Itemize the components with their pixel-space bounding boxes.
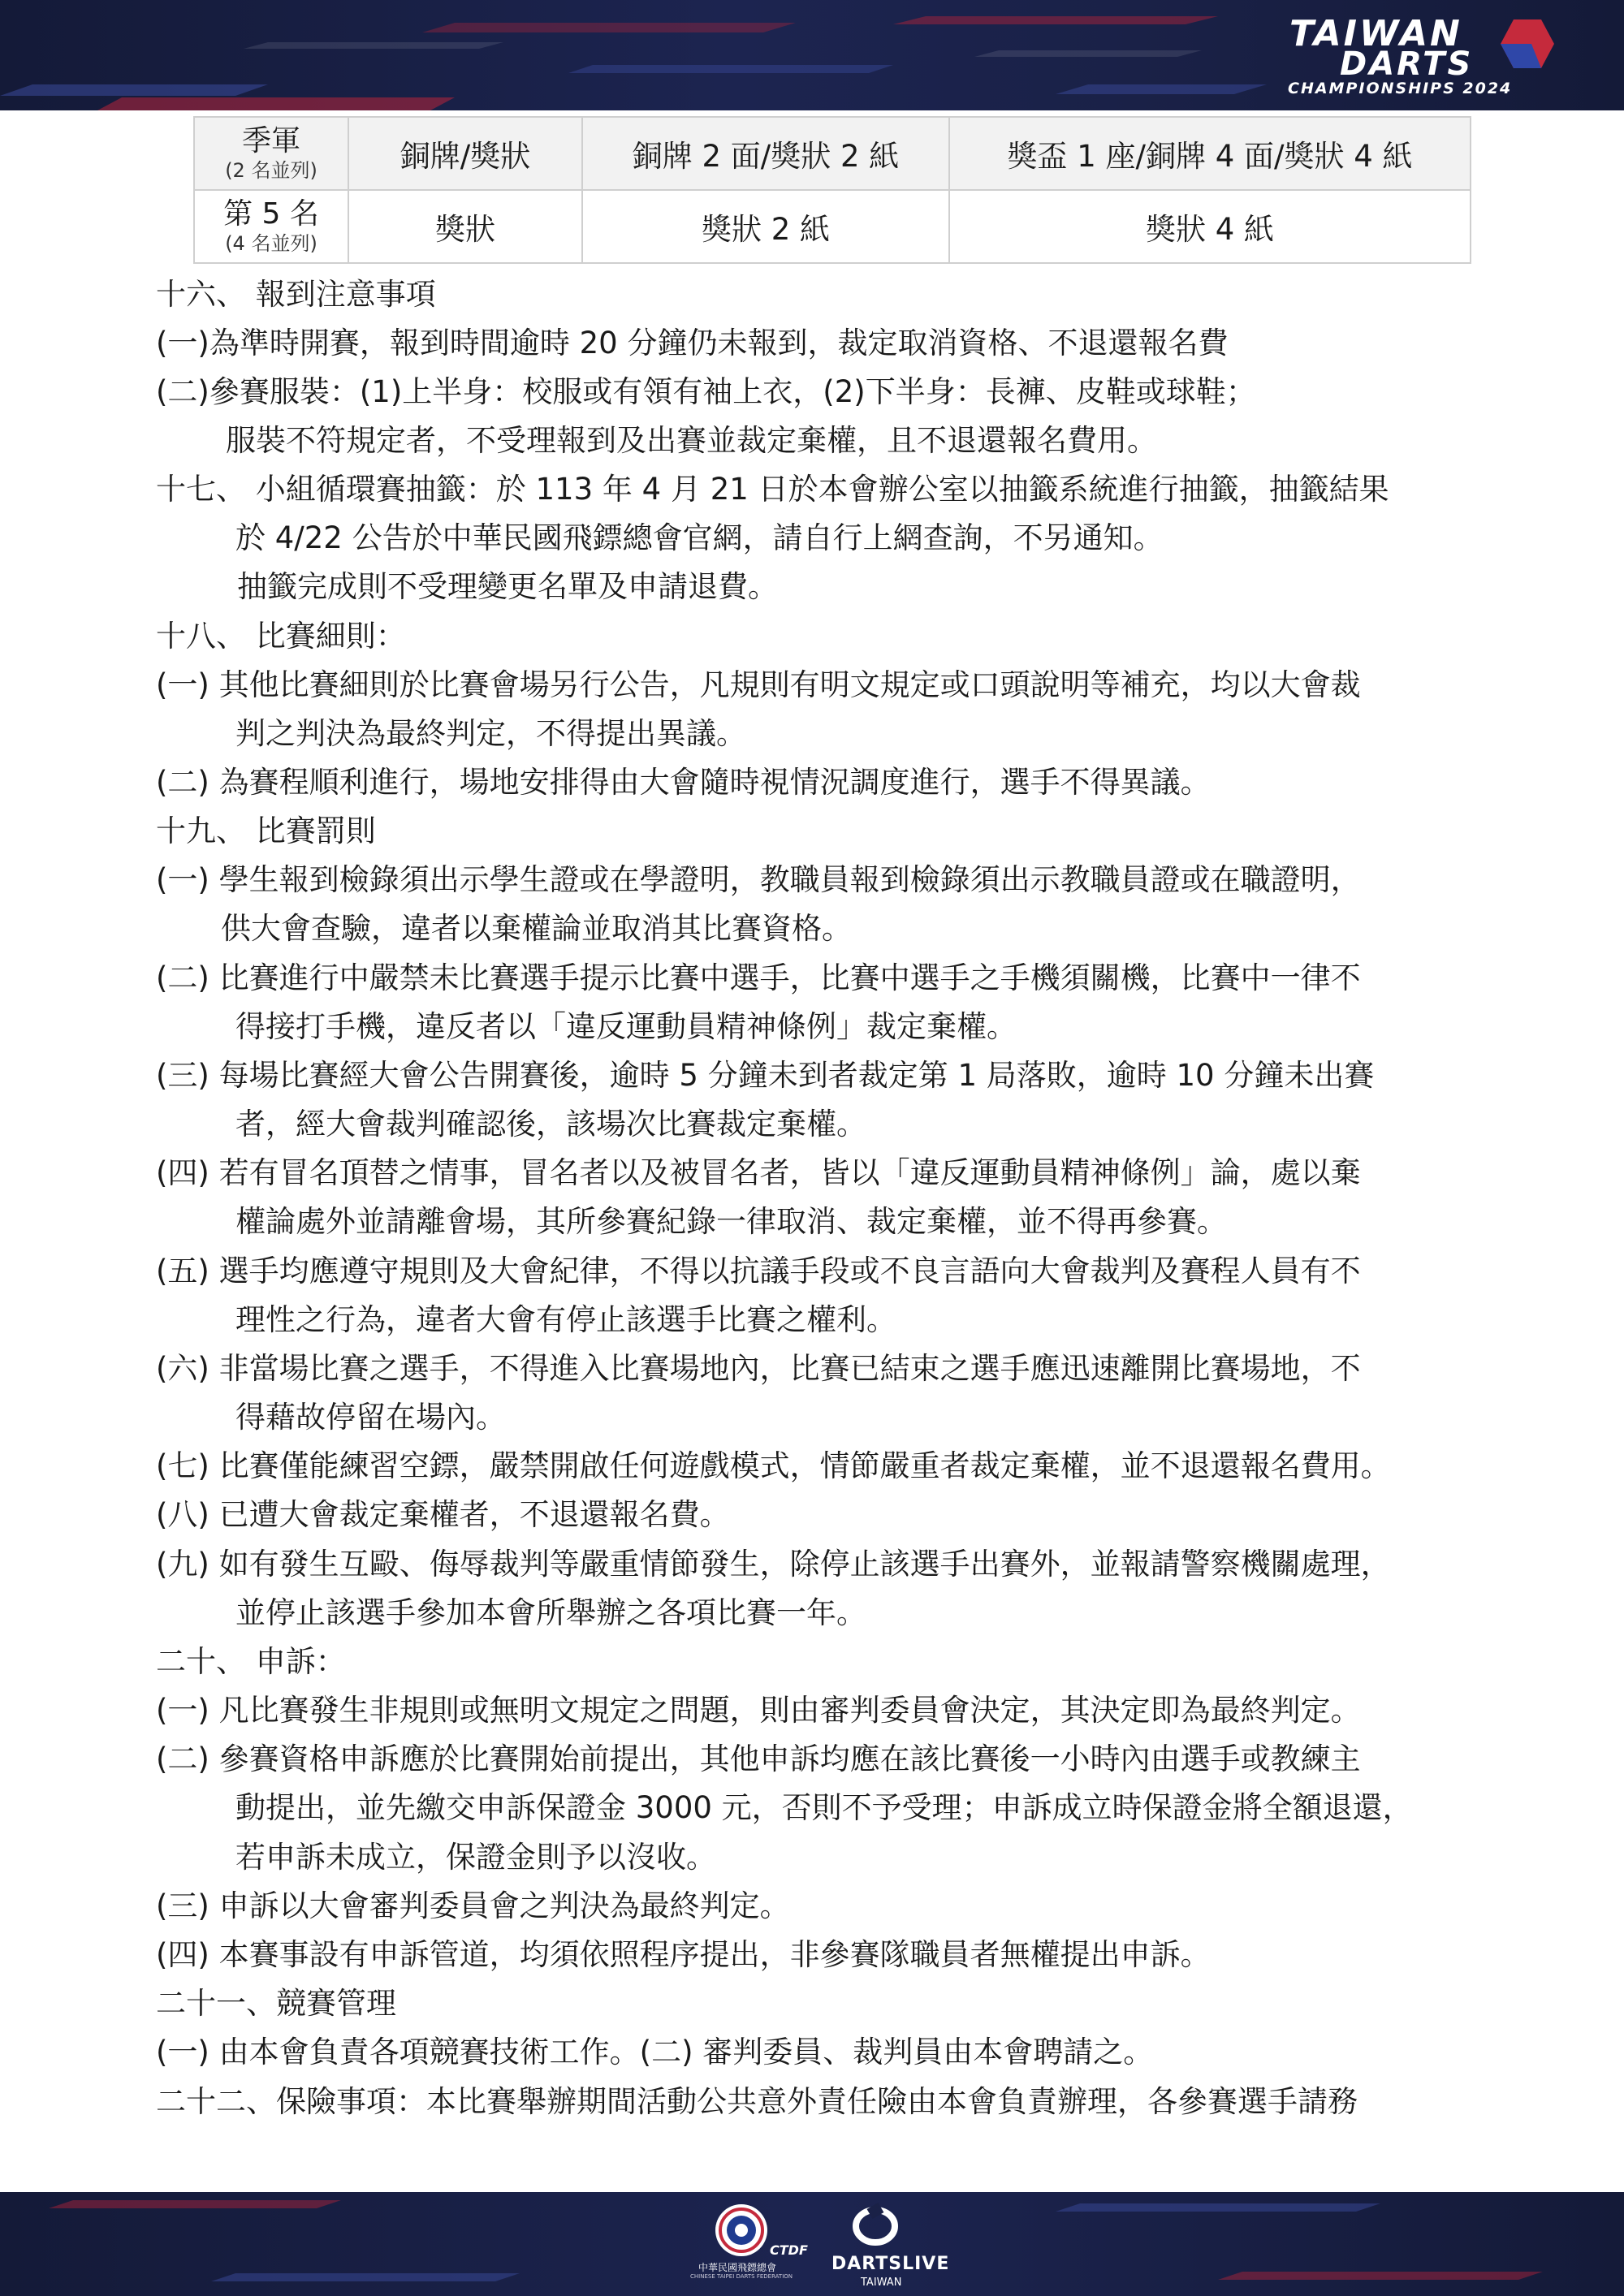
text-line: (二) 參賽資格申訴應於比賽開始前提出，其他申訴均應在該比賽後一小時內由選手或教練主 [156,1741,1361,1776]
prize-cell: 獎狀 [348,190,582,263]
text-line: (二) 比賽進行中嚴禁未比賽選手提示比賽中選手，比賽中選手之手機須關機，比賽中一律不 [156,960,1361,995]
rank-label: 季軍 [241,124,300,158]
text-line: (一) 由本會負責各項競賽技術工作。(二) 審判委員、裁判員由本會聘請之。 [156,2035,1154,2069]
rank-label: 第 5 名 [223,197,319,231]
ctdf-name: 中華民國飛鏢總會 [698,2262,777,2273]
text-line: 並停止該選手參加本會所舉辦之各項比賽一年。 [235,1595,866,1630]
text-line: 供大會查驗，違者以棄權論並取消其比賽資格。 [221,911,852,946]
text-line: 於 4/22 公告於中華民國飛鏢總會官網，請自行上網查詢，不另通知。 [235,520,1164,555]
ctdf-english-name: CHINESE TAIPEI DARTS FEDERATION [690,2273,793,2280]
logo-tagline: CHAMPIONSHIPS 2024 [1288,80,1513,97]
section-heading: 十八、 比賽細則： [156,619,406,654]
logo-title: TAIWAN [1289,13,1462,54]
ctdf-emblem-icon [713,2202,770,2259]
text-line: (二)參賽服裝：(1)上半身：校服或有領有袖上衣，(2)下半身：長褲、皮鞋或球鞋； [156,374,1256,409]
text-line: (六) 非當場比賽之選手，不得進入比賽場地內，比賽已結束之選手應迅速離開比賽場地，不 [156,1351,1361,1386]
text-line: (二) 為賽程順利進行，場地安排得由大會隨時視情況調度進行，選手不得異議。 [156,765,1211,800]
section-heading: 二十一、競賽管理 [156,1986,396,2021]
text-line: 權論處外並請離會場，其所參賽紀錄一律取消、裁定棄權，並不得再參賽。 [235,1204,1227,1239]
dartslive-name: DARTSLIVE [831,2254,950,2274]
rank-note: (4 名並列) [225,232,317,255]
logo-subtitle: DARTS [1340,45,1474,83]
text-line: 得接打手機，違反者以「違反運動員精神條例」裁定棄權。 [235,1009,1017,1044]
text-line: (三) 每場比賽經大會公告開賽後，逾時 5 分鐘未到者裁定第 1 局落敗，逾時 10 分鐘未出賽 [156,1058,1375,1093]
text-line: (五) 選手均應遵守規則及大會紀律，不得以抗議手段或不良言語向大會裁判及賽程人員有不 [156,1254,1361,1288]
rank-cell [194,190,348,263]
prize-cell: 獎盃 1 座/銅牌 4 面/獎狀 4 紙 [949,117,1471,190]
text-line: (一) 凡比賽發生非規則或無明文規定之問題，則由審判委員會決定，其決定即為最終判定。 [156,1693,1361,1728]
header-banner [0,0,1624,110]
prize-cell: 銅牌 2 面/獎狀 2 紙 [582,117,949,190]
text-line: 判之判決為最終判定，不得提出異議。 [235,716,746,751]
ctdf-abbreviation: CTDF [770,2242,808,2258]
section-heading: 二十、 申訴： [156,1644,346,1679]
text-line: (七) 比賽僅能練習空鏢，嚴禁開啟任何遊戲模式，情節嚴重者裁定棄權，並不退還報名費用。 [156,1448,1391,1483]
text-line: 服裝不符規定者，不受理報到及出賽並裁定棄權，且不退還報名費用。 [226,423,1157,458]
footer-banner [0,2192,1624,2296]
footer-stripes [0,2192,1624,2296]
text-line: (一) 其他比賽細則於比賽會場另行公告，凡規則有明文規定或口頭說明等補充，均以大會裁 [156,667,1361,702]
section-heading: 十六、 報到注意事項 [156,277,436,312]
text-line: (八) 已遭大會裁定棄權者，不退還報名費。 [156,1497,730,1532]
text-line: (一)為準時開賽，報到時間逾時 20 分鐘仍未報到，裁定取消資格、不退還報名費 [156,326,1229,360]
prize-cell: 獎狀 4 紙 [949,190,1471,263]
text-line: 理性之行為，違者大會有停止該選手比賽之權利。 [235,1302,896,1337]
text-line: 抽籤完成則不受理變更名單及申請退費。 [237,569,778,604]
table-row [194,117,1471,190]
text-line: 者，經大會裁判確認後，該場次比賽裁定棄權。 [235,1107,866,1142]
section-heading: 二十二、保險事項：本比賽舉辦期間活動公共意外責任險由本會負責辦理，各參賽選手請務 [156,2084,1358,2119]
table-row [194,190,1471,263]
section-heading: 十七、 小組循環賽抽籤：於 113 年 4 月 21 日於本會辦公室以抽籤系統進行抽籤，抽籤結果 [156,472,1389,507]
rank-cell [194,117,348,190]
prize-cell: 銅牌/獎狀 [348,117,582,190]
prize-table [193,116,1471,264]
prize-cell: 獎狀 2 紙 [582,190,949,263]
rank-note: (2 名並列) [225,159,317,182]
text-line: (四) 本賽事設有申訴管道，均須依照程序提出，非參賽隊職員者無權提出申訴。 [156,1937,1211,1972]
text-line: 得藉故停留在場內。 [235,1400,506,1435]
text-line: 若申訴未成立，保證金則予以沒收。 [235,1840,716,1875]
text-line: (九) 如有發生互毆、侮辱裁判等嚴重情節發生，除停止該選手出賽外，並報請警察機關處理， [156,1547,1391,1582]
dartslive-logo-icon [851,2202,900,2251]
text-line: (三) 申訴以大會審判委員會之判決為最終判定。 [156,1888,790,1923]
text-line: (四) 若有冒名頂替之情事，冒名者以及被冒名者，皆以「違反運動員精神條例」論，處以棄 [156,1155,1361,1190]
dartslive-region: TAIWAN [861,2277,902,2289]
text-line: (一) 學生報到檢錄須出示學生證或在學證明，教職員報到檢錄須出示教職員證或在職證明， [156,862,1361,897]
section-heading: 十九、 比賽罰則 [156,814,376,848]
dart-emblem-icon [1499,16,1556,73]
text-line: 動提出，並先繳交申訴保證金 3000 元，否則不予受理；申訴成立時保證金將全額退還， [235,1790,1413,1825]
